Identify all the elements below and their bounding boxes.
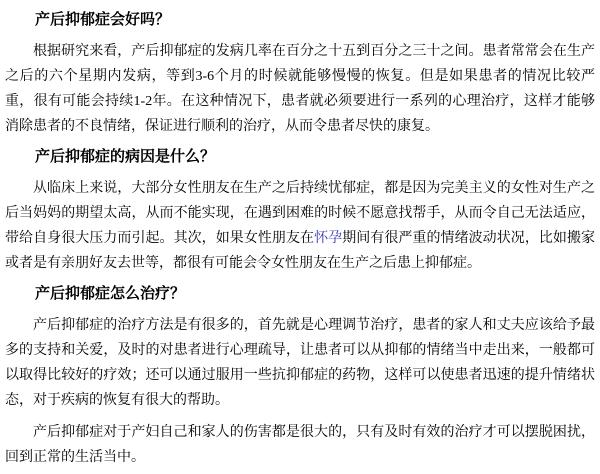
section-heading-treatment: 产后抑郁症怎么治疗？	[35, 286, 186, 302]
paragraph-recovery-info: 根据研究来看，产后抑郁症的发病几率在百分之十五到百分之三十之间。患者常常会在生产之后的六个星期内发病，等到3-6个月的时候就能够慢慢的恢复。但是如果患者的情况比较严重，很有可能会持续1-2年。在这种情况下，患者就必须要进行一系列的心理治疗，这样才能够消除患者的不良情绪，保证进行顺利的治疗，从而令患者尽快的康复。	[5, 44, 595, 134]
section-heading-causes: 产后抑郁症的病因是什么？	[35, 149, 216, 165]
pregnancy-link[interactable]: 怀孕	[314, 231, 343, 246]
paragraph-treatment-methods: 产后抑郁症的治疗方法是有很多的，首先就是心理调节治疗，患者的家人和丈夫应该给予最多的支持和关爱，及时的对患者进行心理疏导，让患者可以从抑郁的情绪当中走出来，一般都可以取得比较好的疗效；还可以通过服用一些抗抑郁症的药物，这样可以使患者迅速的提升情绪状态，对于疾病的恢复有很大的帮助。	[5, 318, 595, 408]
paragraph-causes	[5, 176, 595, 276]
paragraph-causes-text-before: 从临床上来说，大部分女性朋友在生产之后持续忧郁症，都是因为完美主义的女性对生产之后当妈妈的期望太高，从而不能实现，在遇到困难的时候不愿意找帮手，从而令自己无法适应，带给自身很大压力而引起。其次，如果女性朋友在	[5, 181, 595, 246]
section-heading-will-it-recover: 产后抑郁症会好吗？	[35, 12, 171, 28]
paragraph-causes-text-after: 期间有很严重的情绪波动状况，比如搬家或者是有亲朋好友去世等，都很有可能会令女性朋友在生产之后患上抑郁症。	[5, 231, 596, 271]
paragraph-conclusion: 产后抑郁症对于产妇自己和家人的伤害都是很大的，只有及时有效的治疗才可以摆脱困扰，回到正常的生活当中。	[5, 425, 595, 465]
